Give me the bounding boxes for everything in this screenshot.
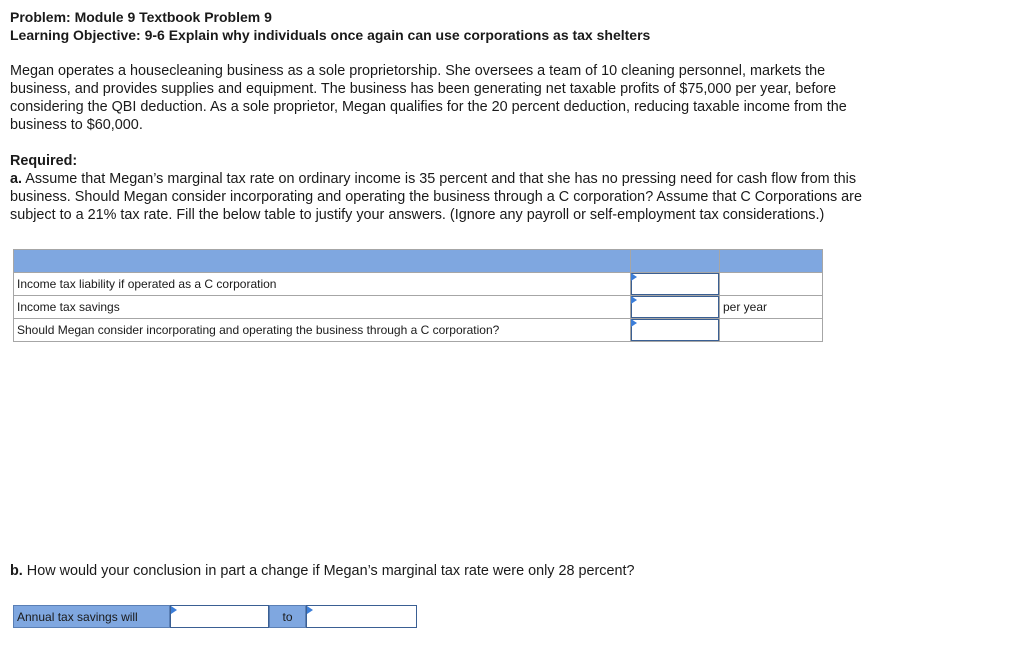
required-section [10,152,1010,224]
dropdown-marker-icon [631,319,637,327]
problem-description [10,62,1010,134]
table-header-cell [14,250,631,273]
dropdown-marker-icon [631,296,637,304]
connector-label: to [269,605,306,628]
row-label-should-incorporate: Should Megan consider incorporating and operating the business through a C corporation? [14,319,631,342]
part-a-question-line: business. Should Megan consider incorporating and operating the business through a C corporation? Assume that C Corporations are [10,189,862,205]
learning-objective: Learning Objective: 9-6 Explain why individuals once again can use corporations as tax shelters [10,27,651,43]
table-header-row [14,250,823,273]
problem-title: Problem: Module 9 Textbook Problem 9 [10,9,272,25]
dropdown-marker-icon [171,606,177,614]
row-unit-per-year: per year [720,296,823,319]
annual-savings-label: Annual tax savings will [13,605,170,628]
part-b-answer-row [13,605,417,628]
table-header-cell [631,250,720,273]
part-b-question [10,562,634,580]
annual-savings-change-select[interactable] [170,605,269,628]
row-label-tax-liability: Income tax liability if operated as a C corporation [14,273,631,296]
should-incorporate-select[interactable] [631,319,719,341]
annual-savings-amount-input[interactable] [306,605,417,628]
part-a-question-line: subject to a 21% tax rate. Fill the below table to justify your answers. (Ignore any payroll or self-employment tax considerations.) [10,207,825,223]
required-heading: Required: [10,153,78,169]
problem-header [10,8,650,44]
table-row [14,273,823,296]
row-unit [720,319,823,342]
table-row [14,296,823,319]
tax-liability-input[interactable] [631,273,719,295]
tax-liability-input-cell [631,273,720,296]
table-header-cell [720,250,823,273]
row-unit [720,273,823,296]
should-incorporate-select-cell [631,319,720,342]
row-label-tax-savings: Income tax savings [14,296,631,319]
dropdown-marker-icon [307,606,313,614]
part-a-table [13,249,823,342]
description-line: business to $60,000. [10,117,143,133]
tax-savings-input[interactable] [631,296,719,318]
description-line: considering the QBI deduction. As a sole proprietor, Megan qualifies for the 20 percent deduction, reducing taxable income from the [10,99,847,115]
part-b-label: b. [10,563,23,579]
tax-savings-input-cell [631,296,720,319]
part-a-label: a. [10,171,23,187]
dropdown-marker-icon [631,273,637,281]
description-line: Megan operates a housecleaning business as a sole proprietorship. She oversees a team of 10 cleaning personnel, markets the [10,63,826,79]
description-line: business, and provides supplies and equipment. The business has been generating net taxable profits of $75,000 per year, before [10,81,837,97]
table-row [14,319,823,342]
part-b-text: How would your conclusion in part a change if Megan’s marginal tax rate were only 28 percent? [22,563,635,579]
part-a-question-line: Assume that Megan’s marginal tax rate on ordinary income is 35 percent and that she has no pressing need for cash flow from this [22,171,857,187]
